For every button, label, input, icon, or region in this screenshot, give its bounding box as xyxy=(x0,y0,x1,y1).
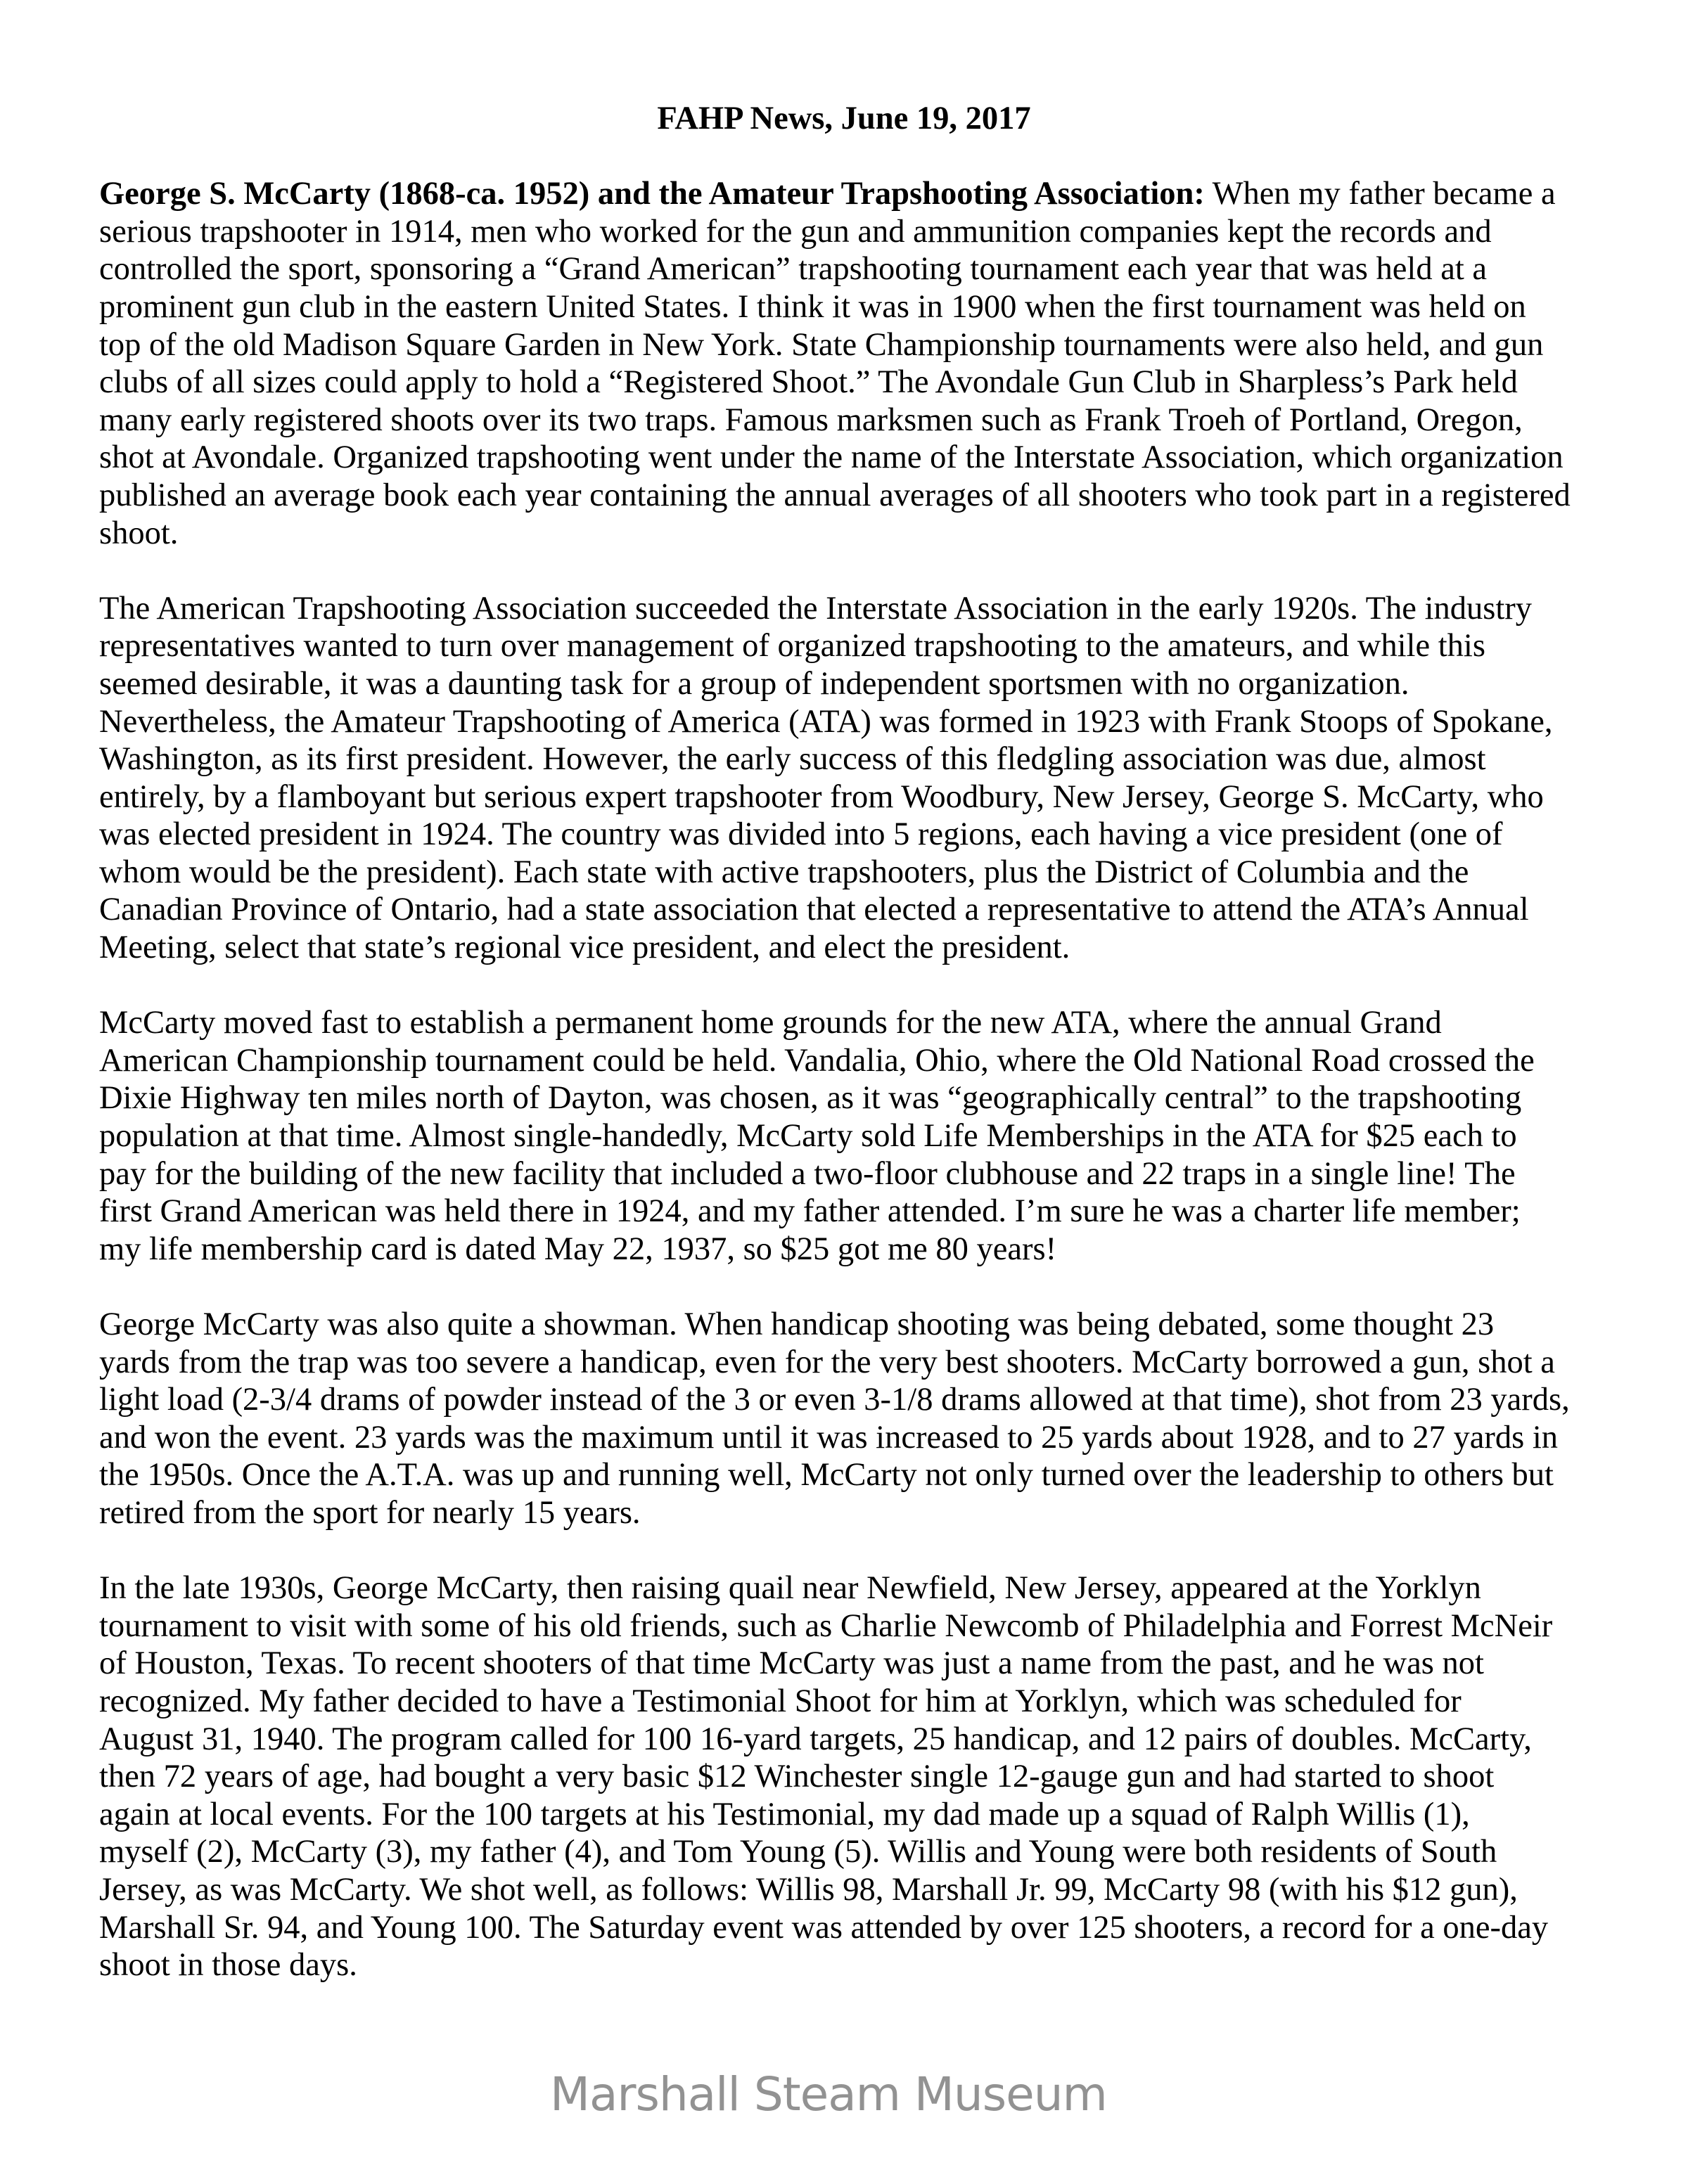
line-text: shot at Avondale. Organized trapshooting went under the name of the Interstate Association, which organization xyxy=(99,439,1564,476)
line-text: representatives wanted to turn over management of organized trapshooting to the amateurs, and while this xyxy=(99,628,1485,664)
text-line xyxy=(99,1758,1590,1796)
text-line xyxy=(99,1721,1590,1759)
text-line xyxy=(99,1155,1590,1193)
text-line xyxy=(99,1645,1590,1683)
text-line xyxy=(99,1607,1590,1645)
text-line xyxy=(99,288,1590,326)
line-text: Washington, as its first president. However, the early success of this fledgling association was due, almost xyxy=(99,741,1486,778)
text-line xyxy=(99,1683,1590,1721)
text-line xyxy=(99,1042,1590,1080)
text-line xyxy=(99,515,1590,553)
line-text: prominent gun club in the eastern United States. I think it was in 1900 when the first tournament was held on xyxy=(99,288,1526,325)
line-text: serious trapshooter in 1914, men who worked for the gun and ammunition companies kept the records and xyxy=(99,213,1492,250)
text-line xyxy=(99,627,1590,665)
text-line xyxy=(99,1344,1590,1382)
line-text: Canadian Province of Ontario, had a state association that elected a representative to attend the ATA’s Annual xyxy=(99,892,1529,928)
text-line xyxy=(99,439,1590,477)
line-text: published an average book each year containing the annual averages of all shooters who took part in a registered xyxy=(99,477,1571,513)
line-text: McCarty moved fast to establish a permanent home grounds for the new ATA, where the annual Grand xyxy=(99,1005,1442,1041)
document-body xyxy=(99,175,1590,1984)
line-text: Dixie Highway ten miles north of Dayton, was chosen, as it was “geographically central” to the trapshooting xyxy=(99,1080,1522,1117)
text-line xyxy=(99,1833,1590,1871)
line-text: the 1950s. Once the A.T.A. was up and running well, McCarty not only turned over the leadership to others but xyxy=(99,1457,1554,1494)
text-line xyxy=(99,213,1590,251)
text-line xyxy=(99,1231,1590,1268)
line-text: whom would be the president). Each state with active trapshooters, plus the District of Columbia and the xyxy=(99,854,1469,890)
line-text: population at that time. Almost single-handedly, McCarty sold Life Memberships in the ATA for $25 each to xyxy=(99,1118,1517,1155)
text-line xyxy=(99,1079,1590,1117)
line-text: George McCarty was also quite a showman. When handicap shooting was being debated, some thought 23 xyxy=(99,1306,1495,1342)
line-text: first Grand American was held there in 1924, and my father attended. I’m sure he was a charter life member; xyxy=(99,1193,1521,1230)
line-text: top of the old Madison Square Garden in New York. State Championship tournaments were also held, and gun xyxy=(99,326,1544,363)
text-line xyxy=(99,1193,1590,1231)
line-text: The American Trapshooting Association succeeded the Interstate Association in the early 1920s. The industry xyxy=(99,590,1532,627)
text-line xyxy=(99,929,1590,967)
text-line xyxy=(99,703,1590,741)
text-line xyxy=(99,477,1590,515)
line-text: myself (2), McCarty (3), my father (4), and Tom Young (5). Willis and Young were both residents of South xyxy=(99,1834,1497,1870)
text-line xyxy=(99,778,1590,816)
text-line xyxy=(99,364,1590,402)
line-text: tournament to visit with some of his old friends, such as Charlie Newcomb of Philadelphia and Forrest McNeir xyxy=(99,1607,1553,1644)
line-text: many early registered shoots over its two traps. Famous marksmen such as Frank Troeh of Portland, Oregon, xyxy=(99,402,1523,438)
watermark: Marshall Steam Museum xyxy=(550,2067,1107,2121)
document-title: FAHP News, June 19, 2017 xyxy=(657,101,1031,136)
text-line xyxy=(99,816,1590,854)
text-line xyxy=(99,1871,1590,1909)
paragraph xyxy=(99,1306,1590,1532)
line-text: was elected president in 1924. The country was divided into 5 regions, each having a vice president (one of xyxy=(99,816,1503,853)
line-text: August 31, 1940. The program called for 100 16-yard targets, 25 handicap, and 12 pairs of doubles. McCarty, xyxy=(99,1721,1532,1757)
line-text: In the late 1930s, George McCarty, then raising quail near Newfield, New Jersey, appeared at the Yorklyn xyxy=(99,1570,1481,1607)
text-line xyxy=(99,175,1590,213)
text-line xyxy=(99,1946,1590,1984)
text-line xyxy=(99,590,1590,628)
line-text: When my father became a xyxy=(1204,176,1556,212)
line-text: seemed desirable, it was a daunting task for a group of independent sportsmen with no organization. xyxy=(99,665,1409,702)
document-page xyxy=(99,100,1590,2022)
line-text: of Houston, Texas. To recent shooters of that time McCarty was just a name from the past, and he was not xyxy=(99,1645,1484,1682)
line-text: Meeting, select that state’s regional vice president, and elect the president. xyxy=(99,930,1070,966)
line-text: clubs of all sizes could apply to hold a “Registered Shoot.” The Avondale Gun Club in Sharpless’s Park held xyxy=(99,364,1518,401)
text-line xyxy=(99,402,1590,439)
paragraph xyxy=(99,175,1590,552)
text-line xyxy=(99,1419,1590,1457)
text-line xyxy=(99,665,1590,703)
line-text: shoot in those days. xyxy=(99,1947,357,1984)
line-text: pay for the building of the new facility that included a two-floor clubhouse and 22 traps in a single line! The xyxy=(99,1155,1516,1192)
line-text: Jersey, as was McCarty. We shot well, as follows: Willis 98, Marshall Jr. 99, McCarty 98 (with his $12 gun), xyxy=(99,1871,1518,1908)
text-line xyxy=(99,1117,1590,1155)
text-line xyxy=(99,1494,1590,1532)
line-text: controlled the sport, sponsoring a “Grand American” trapshooting tournament each year that was held at a xyxy=(99,251,1488,288)
text-line xyxy=(99,1306,1590,1344)
text-line xyxy=(99,326,1590,364)
text-line xyxy=(99,250,1590,288)
line-text: Marshall Sr. 94, and Young 100. The Saturday event was attended by over 125 shooters, a record for a one-day xyxy=(99,1909,1549,1946)
text-line xyxy=(99,1381,1590,1419)
text-line xyxy=(99,1456,1590,1494)
line-text: yards from the trap was too severe a handicap, even for the very best shooters. McCarty borrowed a gun, shot a xyxy=(99,1344,1555,1380)
text-line xyxy=(99,854,1590,892)
text-line xyxy=(99,1569,1590,1607)
paragraph xyxy=(99,1004,1590,1268)
line-text: again at local events. For the 100 targets at his Testimonial, my dad made up a squad of Ralph Willis (1), xyxy=(99,1796,1470,1832)
line-text: recognized. My father decided to have a Testimonial Shoot for him at Yorklyn, which was scheduled for xyxy=(99,1683,1462,1719)
text-line xyxy=(99,891,1590,929)
text-line xyxy=(99,1909,1590,1947)
text-line xyxy=(99,1796,1590,1834)
text-line xyxy=(99,740,1590,778)
line-text: then 72 years of age, had bought a very basic $12 Winchester single 12-gauge gun and had started to shoot xyxy=(99,1759,1495,1795)
line-text: entirely, by a flamboyant but serious expert trapshooter from Woodbury, New Jersey, George S. McCarty, who xyxy=(99,778,1544,815)
text-line xyxy=(99,1004,1590,1042)
line-text: shoot. xyxy=(99,515,179,551)
line-text: Nevertheless, the Amateur Trapshooting of America (ATA) was formed in 1923 with Frank Stoops of Spokane, xyxy=(99,703,1553,740)
line-text: retired from the sport for nearly 15 years. xyxy=(99,1494,641,1531)
line-text: and won the event. 23 yards was the maximum until it was increased to 25 yards about 1928, and to 27 yards in xyxy=(99,1419,1558,1456)
line-text: my life membership card is dated May 22, 1937, so $25 got me 80 years! xyxy=(99,1231,1057,1267)
line-text: light load (2-3/4 drams of powder instead of the 3 or even 3-1/8 drams allowed at that time), shot from 23 yards, xyxy=(99,1382,1570,1418)
paragraph xyxy=(99,590,1590,967)
paragraph xyxy=(99,1569,1590,1984)
paragraph-lead-heading: George S. McCarty (1868-ca. 1952) and the Amateur Trapshooting Association: xyxy=(99,176,1205,212)
line-text: American Championship tournament could be held. Vandalia, Ohio, where the Old National Road crossed the xyxy=(99,1042,1535,1079)
